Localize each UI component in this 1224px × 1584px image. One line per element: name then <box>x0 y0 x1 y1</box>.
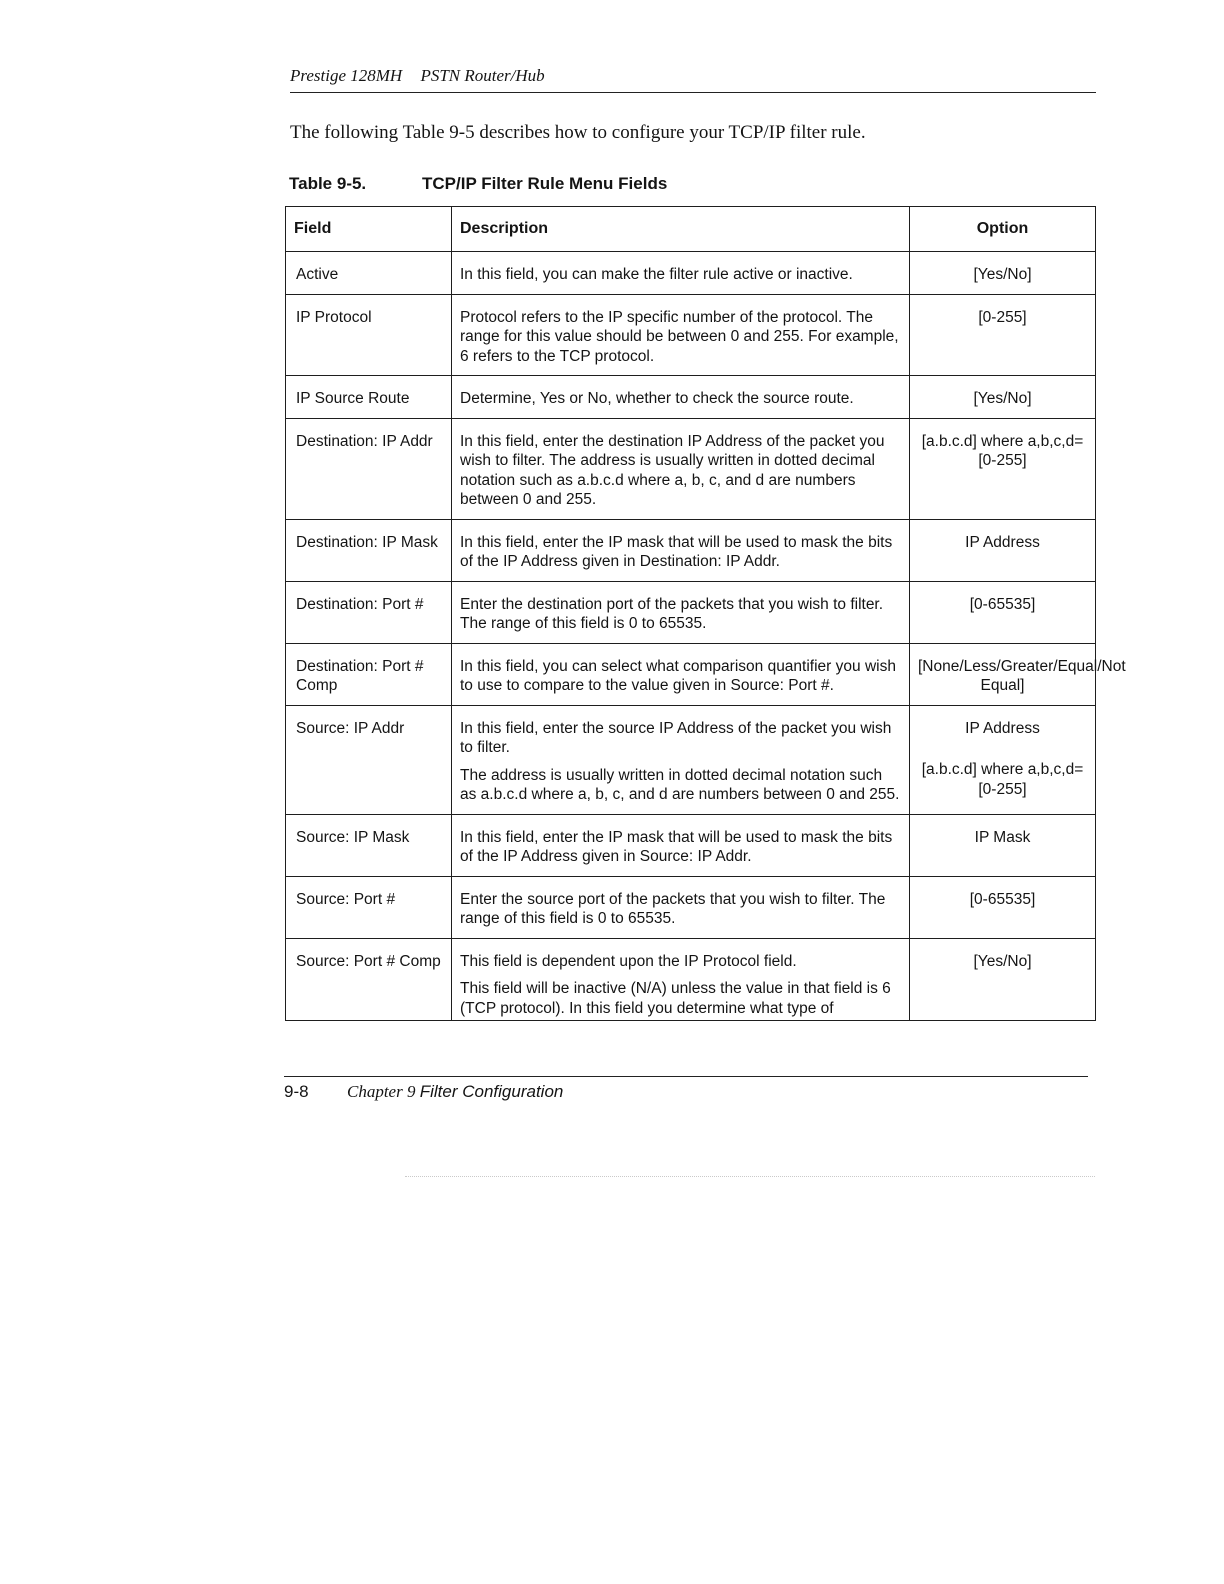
field-cell: Active <box>286 252 452 295</box>
table-row <box>286 876 1096 938</box>
description-text: In this field, enter the destination IP Address of the packet you wish to filter. The address is usually written in dotted decimal notation such as a.b.c.d where a, b, c, and d are numbers between 0 and 255. <box>460 432 885 508</box>
description-text: In this field, enter the source IP Address of the packet you wish to filter. <box>460 719 892 756</box>
description-text: In this field, enter the IP mask that will be used to mask the bits of the IP Address given in Destination: IP Addr. <box>460 533 893 570</box>
description-cell <box>452 705 910 814</box>
description-cell <box>452 252 910 295</box>
table-row <box>286 252 1096 295</box>
description-cell <box>452 418 910 519</box>
intro-paragraph: The following Table 9-5 describes how to configure your TCP/IP filter rule. <box>290 122 866 143</box>
filter-fields-table <box>285 206 1126 1021</box>
field-cell: Source: Port # <box>286 876 452 938</box>
description-cell <box>452 376 910 419</box>
field-cell: Destination: Port # <box>286 581 452 643</box>
description-text: Enter the source port of the packets that you wish to filter. The range of this field is 0 to 65535. <box>460 890 886 927</box>
column-header-field: Field <box>286 207 452 252</box>
field-cell: Source: Port # Comp <box>286 938 452 1021</box>
field-cell: Source: IP Mask <box>286 814 452 876</box>
description-text: In this field, you can select what comparison quantifier you wish to use to compare to the value given in Source: Port #. <box>460 657 896 694</box>
description-text: Protocol refers to the IP specific number of the protocol. The range for this value should be between 0 and 255. For example, 6 refers to the TCP protocol. <box>460 308 899 365</box>
description-text: This field will be inactive (N/A) unless the value in that field is 6 (TCP protocol). In this field you determine what type of <box>460 980 891 1017</box>
option-cell: [0-65535] <box>910 581 1096 643</box>
option-cell: [Yes/No] <box>910 938 1096 1021</box>
column-header-description: Description <box>452 207 910 252</box>
description-text: This field is dependent upon the IP Protocol field. <box>460 952 797 970</box>
footer-rule <box>284 1076 1088 1077</box>
description-text: The address is usually written in dotted decimal notation such as a.b.c.d where a, b, c, and d are numbers between 0 and 255. <box>460 766 900 803</box>
option-cell: IP Address <box>910 519 1096 581</box>
field-cell: Source: IP Addr <box>286 705 452 814</box>
description-cell <box>452 581 910 643</box>
description-cell <box>452 294 910 376</box>
description-cell <box>452 814 910 876</box>
header-product: PSTN Router/Hub <box>420 66 545 85</box>
column-header-option: Option <box>910 207 1096 252</box>
table-row <box>286 938 1096 1021</box>
running-header <box>290 66 1096 93</box>
table-caption-title: TCP/IP Filter Rule Menu Fields <box>422 174 668 193</box>
table-caption <box>289 174 667 194</box>
table-caption-number: Table 9-5. <box>289 174 367 193</box>
option-text: [a.b.c.d] where a,b,c,d=[0-255] <box>921 761 1084 798</box>
table-row <box>286 418 1096 519</box>
table-row <box>286 519 1096 581</box>
option-cell <box>910 705 1096 814</box>
footer-chapter-title: Filter Configuration <box>419 1082 564 1101</box>
field-cell: Destination: IP Addr <box>286 418 452 519</box>
footer-chapter: Chapter 9 <box>347 1082 416 1101</box>
description-cell <box>452 876 910 938</box>
table-row <box>286 705 1096 814</box>
table-row <box>286 581 1096 643</box>
description-cell <box>452 519 910 581</box>
description-cell <box>452 643 910 705</box>
table-header-row <box>286 207 1096 252</box>
option-cell: [0-65535] <box>910 876 1096 938</box>
option-cell: [0-255] <box>910 294 1096 376</box>
field-cell: IP Protocol <box>286 294 452 376</box>
table-row <box>286 294 1096 376</box>
option-cell: [a.b.c.d] where a,b,c,d=[0-255] <box>910 418 1096 519</box>
field-cell: Destination: Port # Comp <box>286 643 452 705</box>
table-row <box>286 376 1096 419</box>
option-text: IP Address <box>965 719 1040 737</box>
description-text: In this field, enter the IP mask that will be used to mask the bits of the IP Address given in Source: IP Addr. <box>460 828 893 865</box>
page-footer <box>284 1082 563 1102</box>
header-model: Prestige 128MH <box>290 66 403 85</box>
option-cell: [None/Less/Greater/Equal/Not Equal] <box>910 643 1096 705</box>
description-text: In this field, you can make the filter rule active or inactive. <box>460 266 853 283</box>
scan-artifact <box>405 1176 1095 1181</box>
description-text: Enter the destination port of the packets that you wish to filter. The range of this field is 0 to 65535. <box>460 595 884 632</box>
option-cell: [Yes/No] <box>910 376 1096 419</box>
option-cell: IP Mask <box>910 814 1096 876</box>
table-row <box>286 814 1096 876</box>
description-text: Determine, Yes or No, whether to check the source route. <box>460 390 854 407</box>
field-cell: IP Source Route <box>286 376 452 419</box>
field-cell: Destination: IP Mask <box>286 519 452 581</box>
description-cell <box>452 938 910 1021</box>
footer-page-number: 9-8 <box>284 1082 309 1101</box>
option-cell: [Yes/No] <box>910 252 1096 295</box>
table-row <box>286 643 1096 705</box>
